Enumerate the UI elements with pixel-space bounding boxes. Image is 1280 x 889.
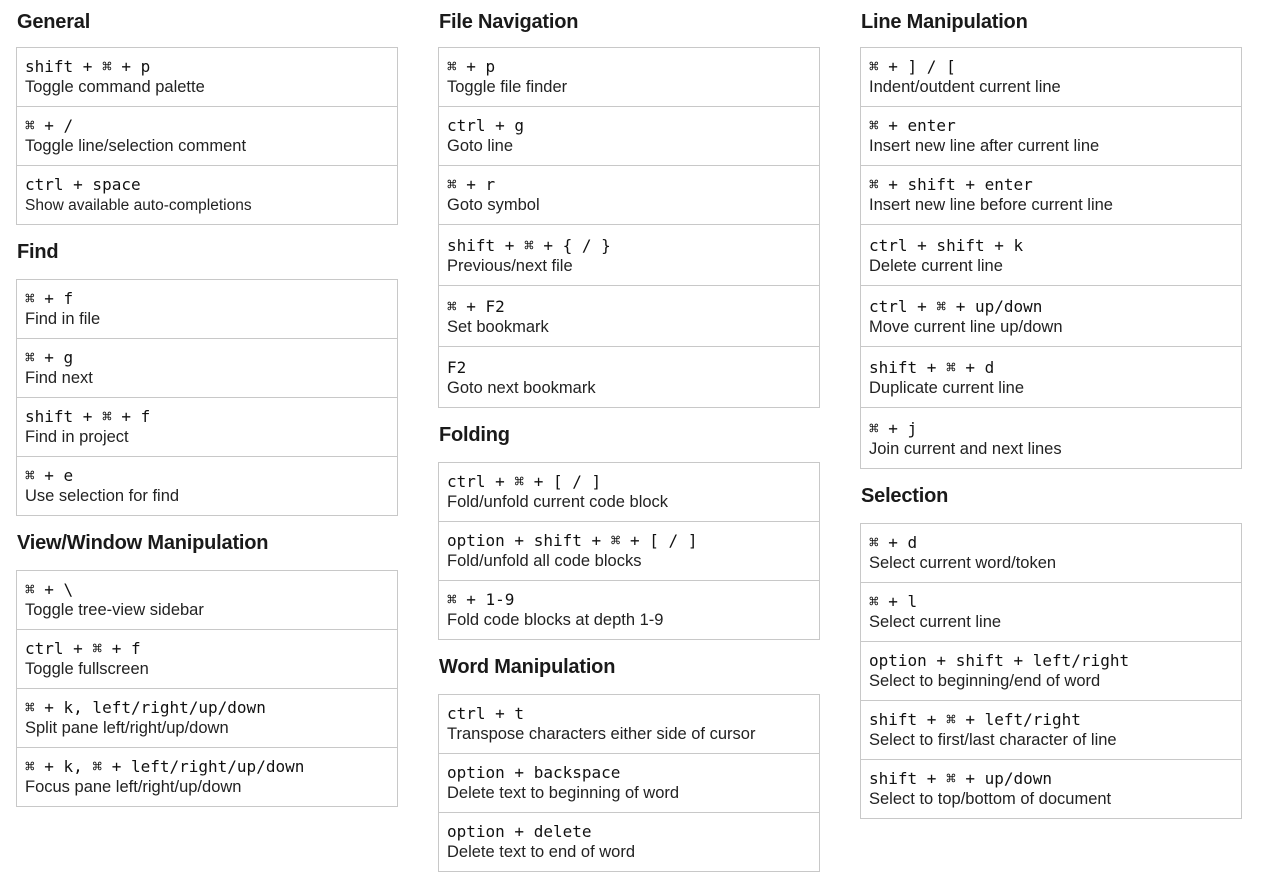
shortcut-row [17,630,397,689]
shortcut-row [439,813,819,872]
shortcut-row [861,583,1241,642]
shortcut-row [439,347,819,408]
shortcut-keys: shift + ⌘ + { / } [447,236,611,255]
section-find [16,239,398,516]
shortcut-row [439,286,819,347]
shortcut-keys: ctrl + g [447,116,525,135]
shortcut-row [439,754,819,813]
shortcut-keys: ⌘ + enter [869,116,956,135]
shortcut-row [861,642,1241,701]
shortcut-keys: ⌘ + e [25,466,74,485]
section-title: Selection [861,485,949,507]
shortcut-keys: ctrl + ⌘ + f [25,639,141,658]
shortcut-description: Move current line up/down [869,318,1063,336]
shortcut-description: Duplicate current line [869,379,1024,397]
shortcut-keys: shift + ⌘ + up/down [869,769,1053,788]
shortcut-table [16,570,398,807]
shortcut-description: Insert new line before current line [869,196,1113,214]
section-title: Folding [439,424,510,446]
shortcut-keys: shift + ⌘ + d [869,358,995,377]
shortcut-description: Find in project [25,428,129,446]
section-folding [438,422,820,640]
shortcut-keys: shift + ⌘ + p [25,57,151,76]
shortcut-description: Delete current line [869,257,1003,275]
shortcut-row [861,107,1241,166]
shortcut-row [439,463,819,522]
shortcut-row [861,524,1241,583]
section-title: File Navigation [439,11,579,33]
shortcut-row [861,701,1241,760]
shortcut-row [861,408,1241,469]
shortcut-row [17,571,397,630]
shortcut-table [438,694,820,872]
shortcut-keys: option + delete [447,822,592,841]
section-title: Line Manipulation [861,11,1028,33]
shortcut-keys: ctrl + ⌘ + up/down [869,297,1043,316]
shortcut-keys: ctrl + ⌘ + [ / ] [447,472,602,491]
shortcut-keys: ⌘ + k, ⌘ + left/right/up/down [25,757,305,776]
shortcut-keys: option + backspace [447,763,621,782]
shortcut-description: Select current line [869,613,1002,631]
shortcut-row [861,347,1241,408]
shortcut-description: Find next [25,369,93,387]
shortcut-keys: ⌘ + ] / [ [869,57,956,76]
shortcut-row [439,522,819,581]
shortcut-keys: ctrl + shift + k [869,236,1024,255]
section-title: Word Manipulation [439,656,616,678]
section-file-navigation [438,9,820,408]
shortcut-row [17,107,397,166]
shortcut-table [860,523,1242,819]
shortcut-row [17,689,397,748]
shortcut-row [439,166,819,225]
shortcut-row [861,48,1241,107]
shortcut-row [17,280,397,339]
shortcut-description: Focus pane left/right/up/down [25,778,242,796]
shortcut-row [861,286,1241,347]
shortcut-keys: ⌘ + j [869,419,918,438]
shortcut-description: Join current and next lines [869,440,1062,458]
column-3 [860,0,1242,819]
shortcut-keys: ⌘ + f [25,289,74,308]
section-selection [860,483,1242,819]
shortcut-description: Goto symbol [447,196,540,214]
column-1 [16,0,398,807]
shortcut-row [17,166,397,225]
shortcut-keys: ctrl + space [25,175,141,194]
section-title: Find [17,241,59,263]
shortcut-description: Transpose characters either side of cursor [447,725,756,743]
shortcut-row [861,166,1241,225]
shortcut-description: Indent/outdent current line [869,78,1061,96]
shortcut-keys: ⌘ + shift + enter [869,175,1033,194]
shortcut-keys: ⌘ + g [25,348,74,367]
shortcut-row [17,748,397,807]
shortcut-description: Select to beginning/end of word [869,672,1101,690]
shortcut-description: Select current word/token [869,554,1057,572]
shortcut-description: Goto line [447,137,514,155]
shortcut-table [438,47,820,408]
shortcut-keys: ⌘ + F2 [447,297,505,316]
shortcut-description: Select to top/bottom of document [869,790,1112,808]
shortcut-description: Find in file [25,310,101,328]
shortcut-row [861,225,1241,286]
shortcut-keys: ⌘ + r [447,175,496,194]
shortcut-description: Show available auto-completions [25,197,252,214]
section-word-manipulation [438,654,820,872]
section-line-manipulation [860,9,1242,469]
shortcut-description: Delete text to beginning of word [447,784,680,802]
shortcut-description: Select to first/last character of line [869,731,1117,749]
shortcut-description: Insert new line after current line [869,137,1100,155]
shortcut-row [439,107,819,166]
shortcut-keys: shift + ⌘ + left/right [869,710,1081,729]
shortcut-keys: ⌘ + p [447,57,496,76]
shortcut-row [439,581,819,640]
shortcut-row [439,225,819,286]
shortcut-keys: option + shift + left/right [869,651,1130,670]
shortcut-description: Set bookmark [447,318,549,336]
shortcut-table [16,279,398,516]
shortcut-keys: ⌘ + 1-9 [447,590,515,609]
shortcut-description: Toggle command palette [25,78,205,96]
shortcut-keys: option + shift + ⌘ + [ / ] [447,531,698,550]
shortcut-description: Previous/next file [447,257,573,275]
shortcut-keys: ⌘ + d [869,533,918,552]
shortcut-keys: F2 [447,358,467,377]
shortcut-description: Toggle file finder [447,78,568,96]
shortcut-keys: ⌘ + / [25,116,74,135]
section-general [16,9,398,225]
shortcut-row [439,695,819,754]
shortcut-keys: ⌘ + l [869,592,918,611]
shortcut-keys: ⌘ + k, left/right/up/down [25,698,266,717]
shortcut-description: Goto next bookmark [447,379,596,397]
section-view-window-manipulation [16,530,398,807]
shortcut-row [17,457,397,516]
shortcut-description: Fold/unfold current code block [447,493,669,511]
shortcut-description: Toggle fullscreen [25,660,149,678]
shortcut-description: Fold/unfold all code blocks [447,552,642,570]
shortcut-description: Use selection for find [25,487,180,505]
column-2 [438,0,820,872]
shortcut-table [860,47,1242,469]
shortcut-row [439,48,819,107]
shortcut-description: Fold code blocks at depth 1-9 [447,611,664,629]
shortcut-table [16,47,398,225]
shortcut-row [17,398,397,457]
shortcut-description: Split pane left/right/up/down [25,719,229,737]
section-title: View/Window Manipulation [17,532,269,554]
shortcut-keys: ctrl + t [447,704,525,723]
shortcut-row [861,760,1241,819]
shortcut-description: Toggle line/selection comment [25,137,247,155]
shortcut-row [17,48,397,107]
section-title: General [17,11,91,33]
shortcut-description: Toggle tree-view sidebar [25,601,204,619]
shortcut-row [17,339,397,398]
shortcut-table [438,462,820,640]
shortcut-keys: shift + ⌘ + f [25,407,151,426]
shortcut-keys: ⌘ + \ [25,580,74,599]
shortcut-description: Delete text to end of word [447,843,636,861]
